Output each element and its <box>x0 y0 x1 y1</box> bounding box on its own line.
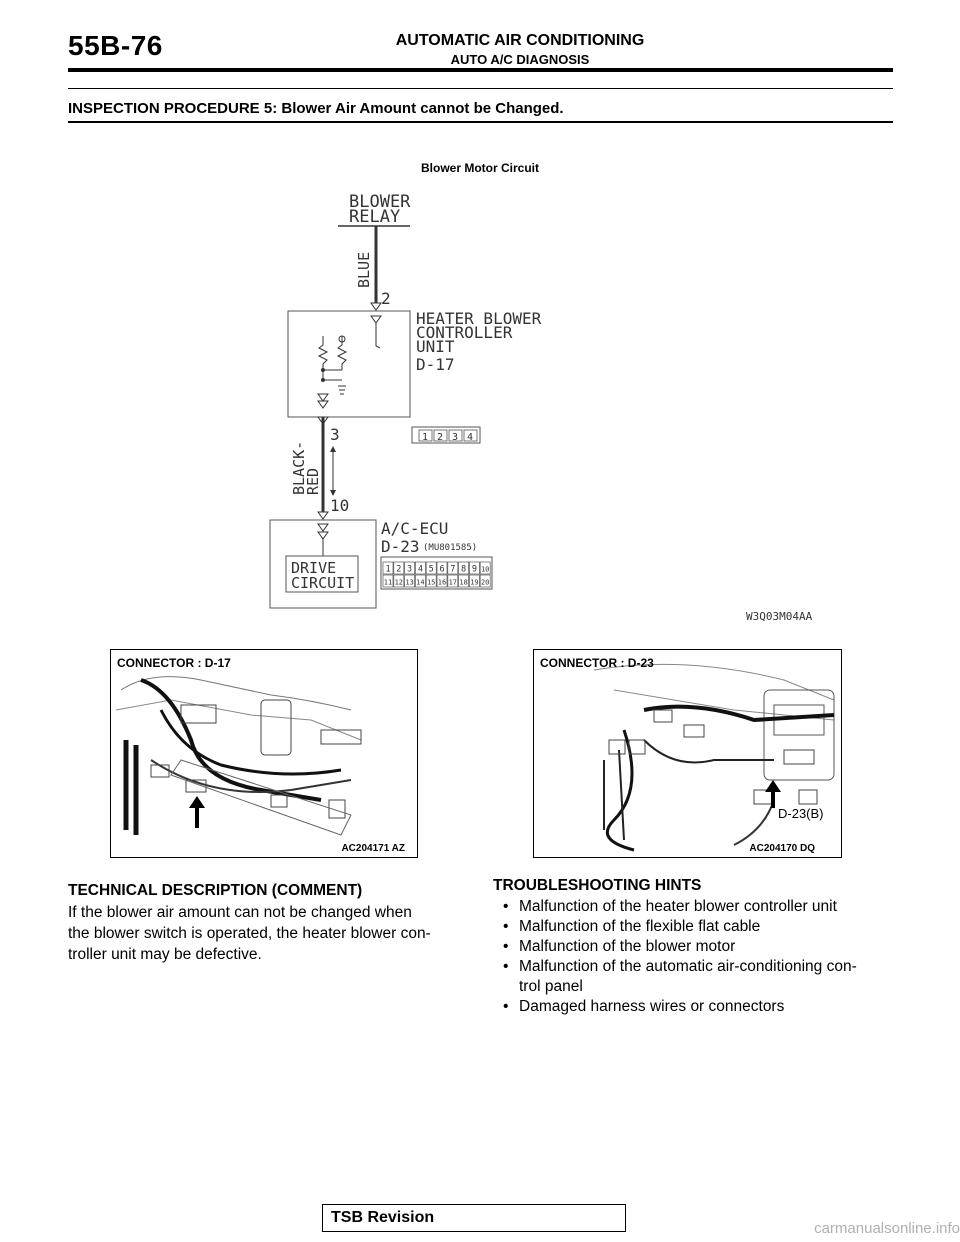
controller-label-line4: D-17 <box>416 355 455 374</box>
diagram-caption: Blower Motor Circuit <box>420 161 539 175</box>
small-pin-3: 3 <box>452 432 459 443</box>
ecu-part-number: (MU801585) <box>423 543 478 553</box>
pin-number: 10 <box>480 565 490 574</box>
pin-number: 7 <box>450 564 456 575</box>
wire-blue-label: BLUE <box>355 251 373 288</box>
pin-number: 12 <box>394 578 404 587</box>
wire-black-label-line2: RED <box>304 467 322 495</box>
relay-label-line2: RELAY <box>349 207 401 227</box>
list-item: • Malfunction of the blower motor <box>493 937 903 957</box>
large-connector-bottom-row <box>383 575 490 587</box>
troubleshooting-hints-list <box>493 897 903 1017</box>
photo-code-d17: AC204171 AZ <box>341 843 405 854</box>
page-number: 55B-76 <box>68 30 163 61</box>
pin-number: 8 <box>461 564 467 575</box>
small-pin-2: 2 <box>437 432 444 443</box>
site-watermark: carmanualsonline.info <box>814 1220 960 1237</box>
controller-label-line2: CONTROLLER <box>416 323 513 342</box>
pin-number: 19 <box>470 578 479 587</box>
pin-number: 13 <box>405 578 414 587</box>
section-subtitle: AUTO A/C DIAGNOSIS <box>450 52 590 67</box>
pin-number: 20 <box>480 578 490 587</box>
troubleshooting-heading: TROUBLESHOOTING HINTS <box>493 877 702 894</box>
technical-description-body <box>68 902 478 965</box>
pin-number: 3 <box>407 564 413 575</box>
pin-number: 9 <box>471 564 477 575</box>
technical-description-line: If the blower air amount can not be changed when <box>68 904 412 921</box>
ecu-label-line2: D-23 <box>381 537 420 556</box>
list-item: • Malfunction of the flexible flat cable <box>493 917 903 937</box>
technical-description-line: troller unit may be defective. <box>68 946 262 963</box>
pin-10: 10 <box>330 496 350 515</box>
list-item: • Malfunction of the heater blower controller unit <box>493 897 903 917</box>
pin-number: 2 <box>396 564 402 575</box>
small-pin-4: 4 <box>467 432 474 443</box>
diagram-code: W3Q03M04AA <box>746 610 813 623</box>
controller-label-line3: UNIT <box>416 337 455 356</box>
large-connector-top-row <box>383 562 490 575</box>
pin-number: 1 <box>385 564 391 575</box>
small-pin-1: 1 <box>422 432 429 443</box>
connector-photo-d17 <box>110 649 418 858</box>
dashboard-harness-illustration-left <box>111 650 417 857</box>
pin-number: 5 <box>428 564 434 575</box>
pin-2: 2 <box>381 289 391 308</box>
connector-callout-d23b: D-23(B) <box>778 806 824 821</box>
ecu-label-line1: A/C-ECU <box>381 519 449 538</box>
pin-number: 16 <box>437 578 447 587</box>
dashboard-harness-illustration-right <box>534 650 841 857</box>
pin-number: 18 <box>459 578 468 587</box>
list-item: • Malfunction of the automatic air-conditioning con- trol panel <box>493 957 903 997</box>
controller-label-line1: HEATER BLOWER <box>416 309 542 328</box>
technical-description-heading: TECHNICAL DESCRIPTION (COMMENT) <box>68 882 363 899</box>
relay-label-line1: BLOWER <box>349 192 411 212</box>
connector-photo-d23 <box>533 649 842 858</box>
technical-description-line: the blower switch is operated, the heater blower con- <box>68 925 431 942</box>
pin-number: 15 <box>426 578 436 587</box>
tsb-revision-label: TSB Revision <box>331 1209 435 1226</box>
photo-label-d17: CONNECTOR : D-17 <box>117 656 231 670</box>
section-title: AUTOMATIC AIR CONDITIONING <box>395 32 645 49</box>
pin-3: 3 <box>330 425 340 444</box>
pin-number: 17 <box>448 578 458 587</box>
tsb-revision-box <box>322 1204 626 1232</box>
pin-number: 6 <box>439 564 445 575</box>
list-item: • Damaged harness wires or connectors <box>493 997 903 1017</box>
wire-black-label-line1: BLACK- <box>290 440 308 495</box>
drive-circuit-line1: DRIVE <box>291 559 337 577</box>
photo-code-d23: AC204170 DQ <box>749 843 815 854</box>
pin-number: 14 <box>416 578 425 587</box>
photo-label-d23: CONNECTOR : D-23 <box>540 656 654 670</box>
procedure-title: INSPECTION PROCEDURE 5: Blower Air Amount cannot be Changed. <box>68 100 564 117</box>
pin-number: 4 <box>417 564 423 575</box>
drive-circuit-line2: CIRCUIT <box>291 574 355 592</box>
pin-number: 11 <box>383 578 393 587</box>
